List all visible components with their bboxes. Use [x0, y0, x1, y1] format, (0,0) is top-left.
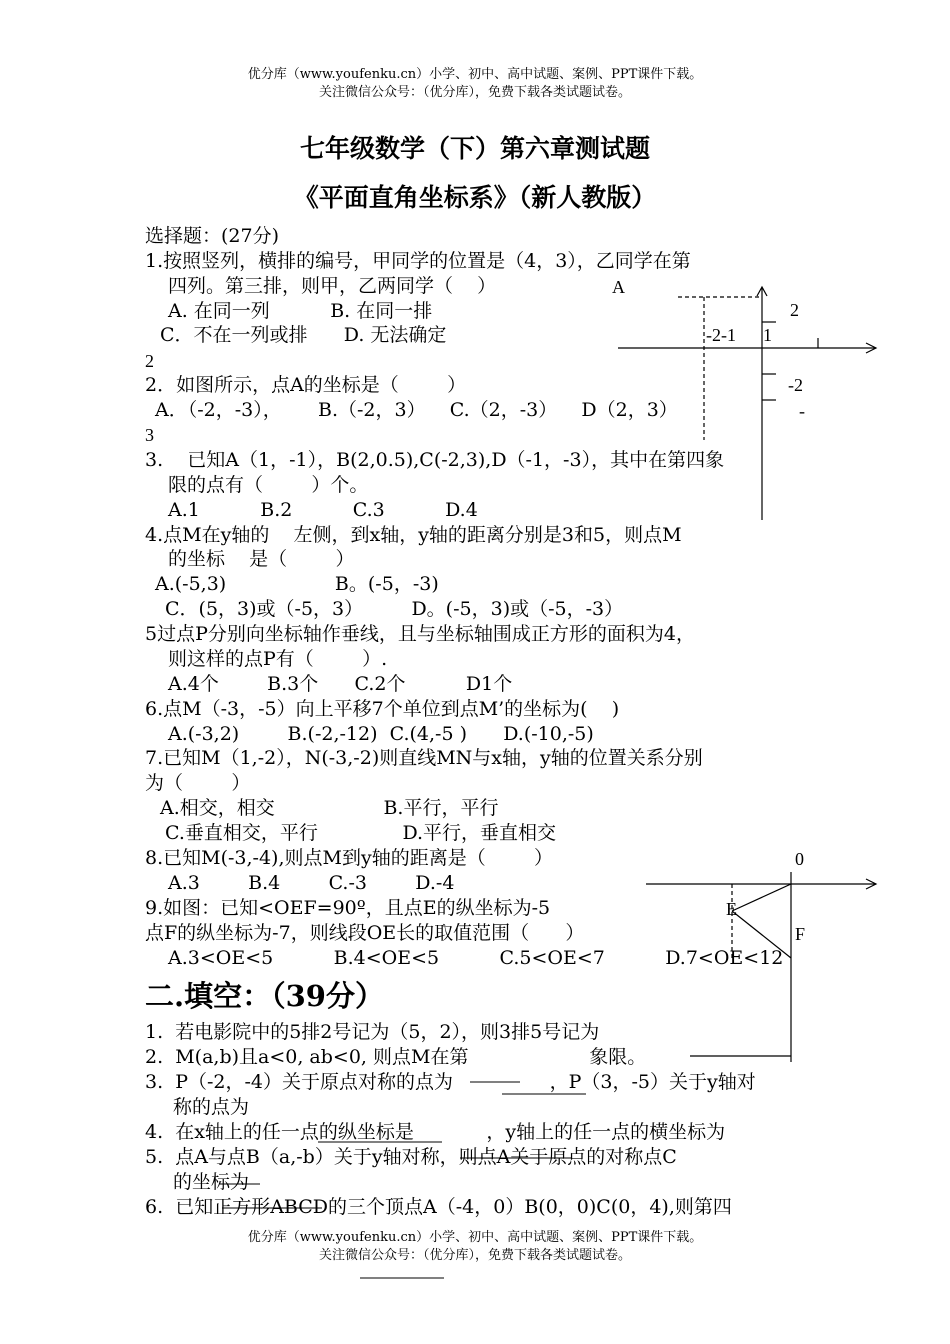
fill-3b: 称的点为	[173, 1096, 250, 1118]
q1-options2: C．不在一列或排 D. 无法确定	[160, 324, 447, 346]
q7-line2: 为（ ）	[145, 772, 251, 794]
fig2-segment-oe	[732, 884, 791, 911]
fig1-label-axis: -2-1 1	[706, 325, 772, 345]
footer-line-1: 优分库（www.youfenku.cn）小学、初中、高中试题、案例、PPT课件下载。	[247, 1230, 703, 1245]
fill-3a: 3. P（-2，-4）关于原点对称的点为 ，P（3，-5）关于y轴对	[145, 1071, 756, 1093]
q5-line1: 5过点P分别向坐标轴作垂线，且与坐标轴围成正方形的面积为4，	[145, 623, 695, 645]
header-line-1: 优分库（www.youfenku.cn）小学、初中、高中试题、案例、PPT课件下载。	[247, 67, 703, 82]
q4-line2: 的坐标 是（ ）	[168, 548, 355, 570]
fill-blanks	[220, 1082, 586, 1278]
q1-line1: 1.按照竖列，横排的编号，甲同学的位置是（4，3），乙同学在第	[145, 250, 691, 272]
fig2-segment-ef	[732, 911, 791, 958]
q3-options: A.1 B.2 C.3 D.4	[168, 499, 478, 521]
figure1-axes	[618, 287, 876, 520]
section1-heading: 选择题：(27分)	[145, 225, 280, 247]
fig2-label-o: 0	[795, 849, 804, 869]
page-subtitle: 《平面直角坐标系》（新人教版）	[293, 183, 657, 212]
q7-line1: 7.已知M（1,-2），N(-3,-2)则直线MN与x轴，y轴的位置关系分别	[145, 747, 703, 769]
fill-2: 2. M(a,b)且a<0, ab<0, 则点M在第 象限。	[145, 1046, 647, 1068]
footer-line-2: 关注微信公众号：（优分库），免费下载各类试题试卷。	[318, 1248, 631, 1263]
section2-heading: 二.填空：（39分）	[145, 979, 384, 1013]
q8-line1: 8.已知M(-3,-4),则点M到y轴的距离是（ ）	[145, 847, 554, 869]
q7-options1: A.相交，相交 B.平行，平行	[160, 797, 499, 819]
q1-options1: A. 在同一列 B. 在同一排	[168, 300, 433, 322]
q2-line1: 2．如图所示，点A的坐标是（ ）	[145, 374, 467, 396]
header-line-2: 关注微信公众号：（优分库），免费下载各类试题试卷。	[318, 85, 631, 100]
fig1-label-2: 2	[790, 300, 799, 320]
q5-options: A.4个 B.3个 C.2个 D1个	[168, 673, 513, 695]
q2-options: A．（-2，-3）， B.（-2，3） C.（2，-3） D（2，3）	[155, 399, 678, 421]
fill-5a: 5. 点A与点B（a,-b）关于y轴对称，则点A关于原点的对称点C	[145, 1146, 677, 1168]
q9-line1: 9.如图：已知<OEF=90º，且点E的纵坐标为-5	[145, 897, 551, 919]
fig1-label-left-3: 3	[145, 425, 154, 445]
q4-options2: C．(5，3)或（-5，3） D。(-5，3)或（-5，-3）	[165, 598, 624, 620]
q5-line2: 则这样的点P有（ ）.	[168, 648, 388, 670]
fig2-label-e: E	[726, 899, 737, 919]
fill-1: 1. 若电影院中的5排2号记为（5，2），则3排5号记为	[145, 1021, 600, 1043]
fig2-label-f: F	[795, 924, 806, 944]
q4-line1: 4.点M在y轴的 左侧，到x轴，y轴的距离分别是3和5，则点M	[145, 524, 682, 546]
q7-options2: C.垂直相交，平行 D.平行，垂直相交	[165, 822, 557, 844]
q9-line2: 点F的纵坐标为-7，则线段OE长的取值范围（ ）	[145, 922, 585, 944]
q4-options1: A.(-5,3) B。(-5，-3)	[155, 573, 439, 595]
fill-6: 6. 已知正方形ABCD的三个顶点A（-4，0）B(0，0)C(0，4),则第四	[145, 1196, 732, 1218]
figure2-axes	[646, 872, 876, 1062]
page-title: 七年级数学（下）第六章测试题	[299, 134, 650, 163]
fill-5b: 的坐标为	[173, 1171, 250, 1193]
q6-options: A.(-3,2) B.(-2,-12) C.(4,-5 ) D.(-10,-5)	[168, 723, 594, 745]
q6-line1: 6.点M（-3，-5）向上平移7个单位到点M’的坐标为( )	[145, 698, 620, 720]
q3-line1: 3. 已知A（1，-1），B(2,0.5),C(-2,3),D（-1，-3），其中在第四象	[145, 449, 725, 471]
fig1-label-a: A	[612, 277, 625, 297]
q9-options: A.3<OE<5 B.4<OE<5 C.5<OE<7 D.7<OE<12	[168, 947, 784, 969]
q3-line2: 限的点有（ ）个。	[168, 474, 369, 496]
fig1-label-dash: -	[799, 401, 805, 421]
fill-4: 4. 在x轴上的任一点的纵坐标是 ，y轴上的任一点的横坐标为	[145, 1121, 726, 1143]
fig1-label-neg2: -2	[788, 375, 803, 395]
fig1-label-left-2: 2	[145, 351, 154, 371]
q1-line2: 四列。第三排，则甲，乙两同学（ ）	[168, 275, 497, 297]
q8-options: A.3 B.4 C.-3 D.-4	[168, 872, 455, 894]
